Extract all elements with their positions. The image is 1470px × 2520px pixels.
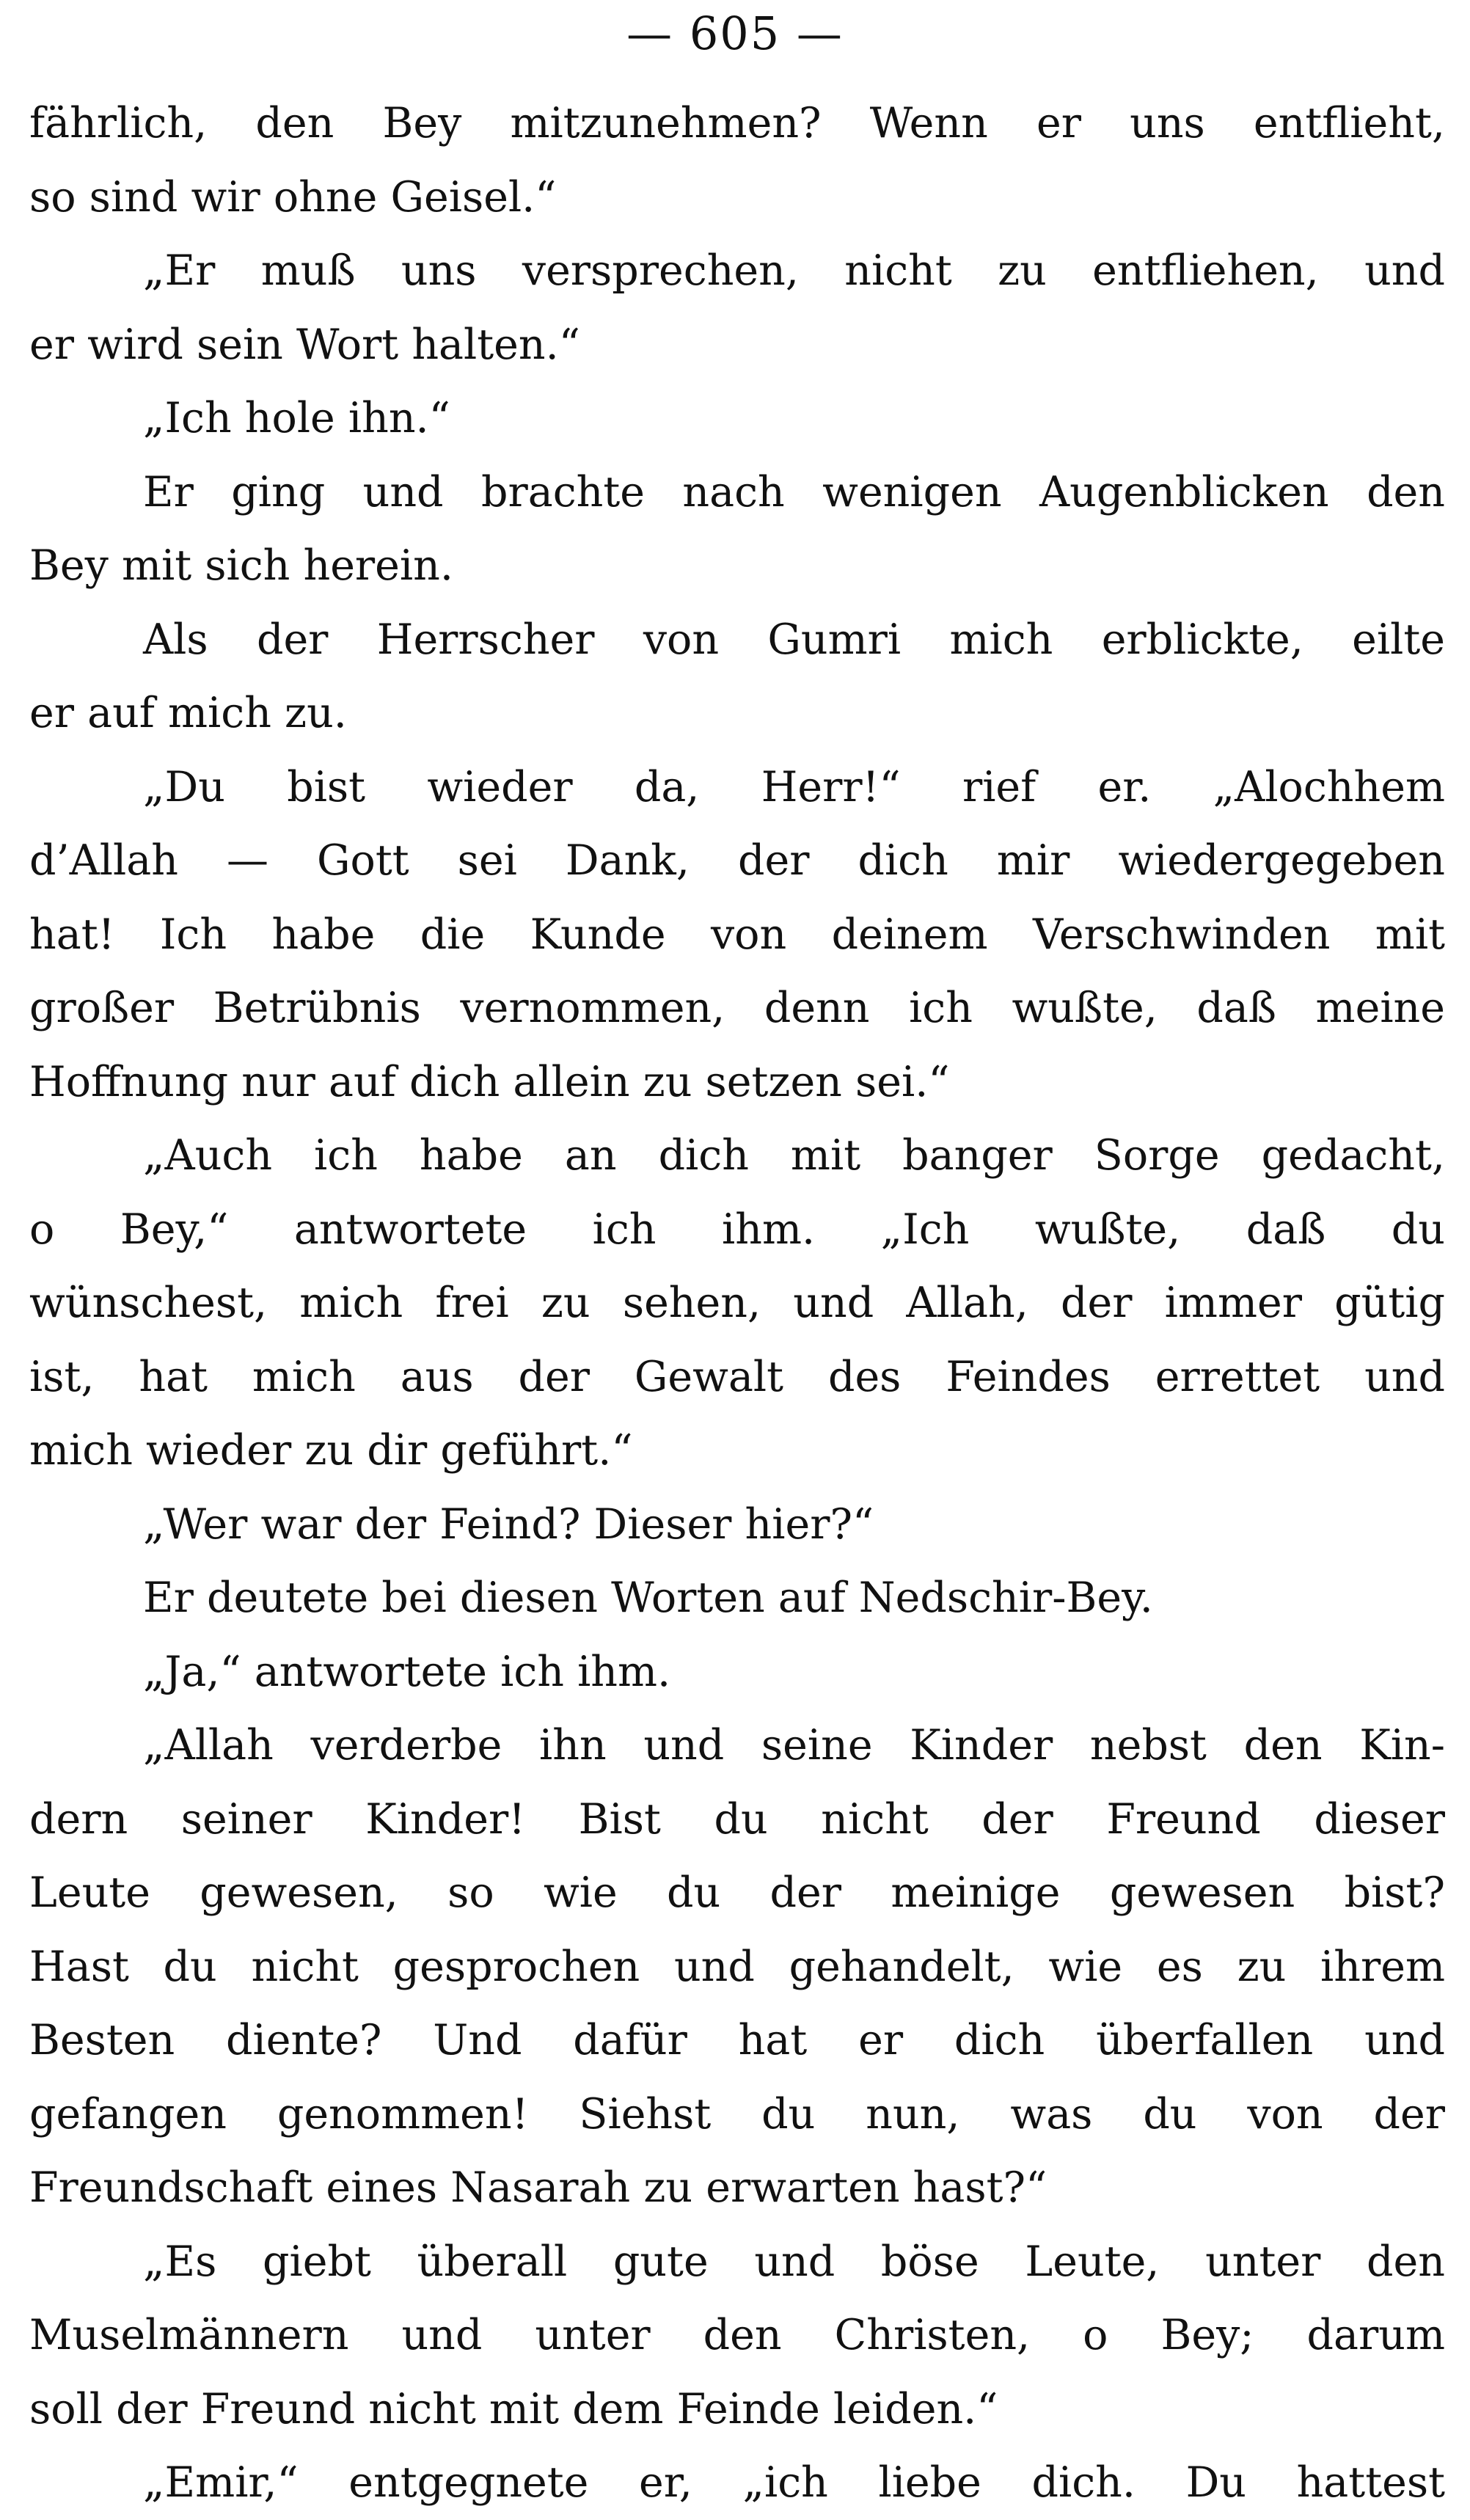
text-line: hat! Ich habe die Kunde von deinem Verschwinden mit	[29, 910, 1445, 959]
text-line: „Auch ich habe an dich mit banger Sorge gedacht,	[143, 1131, 1445, 1180]
text-line: mich wieder zu dir geführt.“	[29, 1426, 633, 1475]
text-line: d’Allah — Gott sei Dank, der dich mir wiedergegeben	[29, 836, 1445, 885]
text-line: o Bey,“ antwortete ich ihm. „Ich wußte, daß du	[29, 1205, 1445, 1254]
text-line: gefangen genommen! Siehst du nun, was du von der	[29, 2089, 1445, 2139]
text-line: Besten diente? Und dafür hat er dich überfallen und	[29, 2016, 1445, 2064]
text-line: „Ja,“ antwortete ich ihm.	[143, 1647, 671, 1696]
text-line: großer Betrübnis vernommen, denn ich wußte, daß meine	[29, 984, 1445, 1032]
text-line: „Du bist wieder da, Herr!“ rief er. „Alochhem	[143, 762, 1445, 811]
text-line: wünschest, mich frei zu sehen, und Allah, der immer gütig	[29, 1279, 1445, 1327]
text-line: Freundschaft eines Nasarah zu erwarten hast?“	[29, 2163, 1047, 2212]
text-line: Muselmännern und unter den Christen, o Bey; darum	[29, 2311, 1445, 2359]
text-line: er auf mich zu.	[29, 689, 347, 737]
text-line: Er deutete bei diesen Worten auf Nedschir-Bey.	[143, 1574, 1153, 1622]
text-line: so sind wir ohne Geisel.“	[29, 172, 557, 222]
text-line: „Wer war der Feind? Dieser hier?“	[143, 1500, 874, 1549]
text-line: Leute gewesen, so wie du der meinige gewesen bist?	[29, 1869, 1445, 1917]
text-line: „Allah verderbe ihn und seine Kinder nebst den Kin-	[143, 1721, 1445, 1770]
text-line: soll der Freund nicht mit dem Feinde leiden.“	[29, 2384, 998, 2433]
text-line: ist, hat mich aus der Gewalt des Feindes errettet und	[29, 1352, 1445, 1401]
text-line: „Ich hole ihn.“	[143, 394, 450, 442]
text-line: fährlich, den Bey mitzunehmen? Wenn er uns entflieht,	[29, 99, 1445, 147]
text-line: Hast du nicht gesprochen und gehandelt, wie es zu ihrem	[29, 1942, 1445, 1991]
text-line: „Es giebt überall gute und böse Leute, unter den	[143, 2237, 1445, 2286]
page-number: — 605 —	[626, 7, 844, 60]
text-line: Hoffnung nur auf dich allein zu setzen sei.“	[29, 1057, 950, 1106]
body-text	[29, 87, 1445, 2520]
text-line: Er ging und brachte nach wenigen Augenblicken den	[143, 467, 1445, 516]
text-line: dern seiner Kinder! Bist du nicht der Freund dieser	[29, 1794, 1445, 1844]
text-line: Als der Herrscher von Gumri mich erblickte, eilte	[143, 615, 1445, 664]
text-line: er wird sein Wort halten.“	[29, 320, 580, 369]
text-line: Bey mit sich herein.	[29, 541, 453, 590]
text-line: „Emir,“ entgegnete er, „ich liebe dich. Du hattest	[143, 2458, 1445, 2507]
text-line: „Er muß uns versprechen, nicht zu entfliehen, und	[143, 246, 1445, 295]
